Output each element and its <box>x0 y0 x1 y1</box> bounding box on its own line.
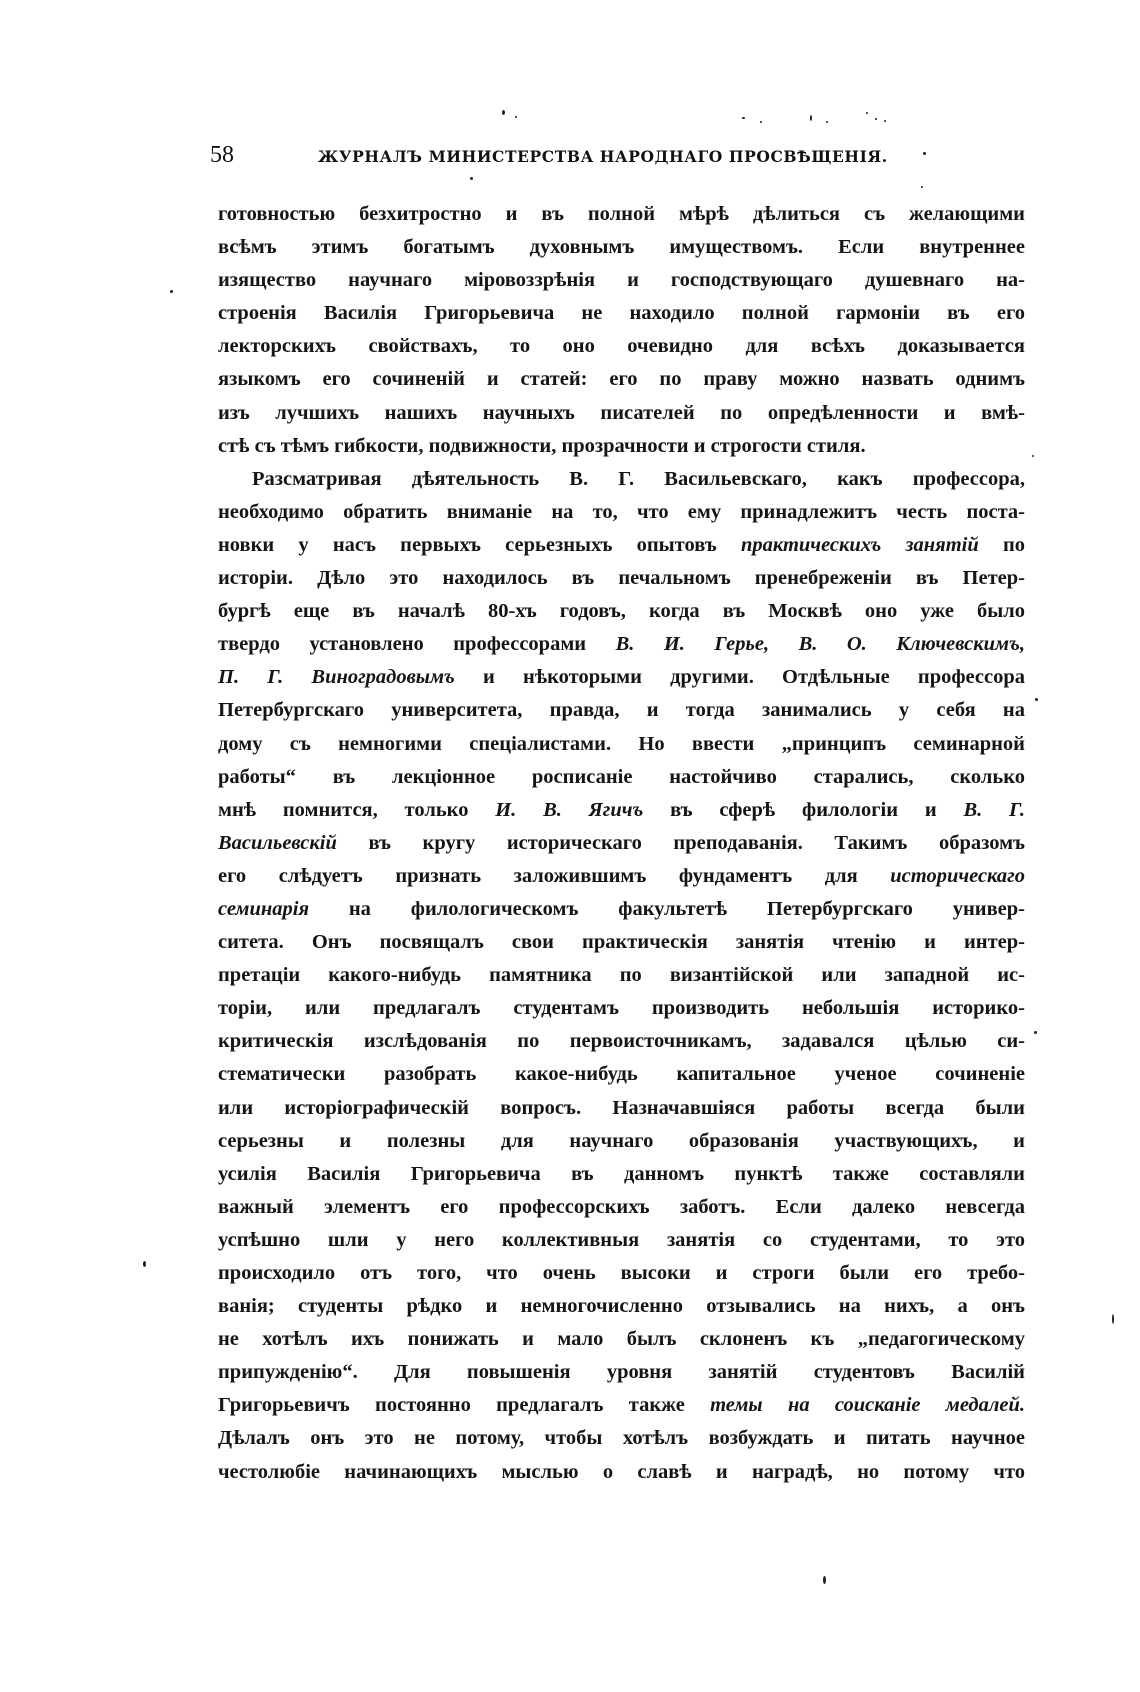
text-segment: торіи, или предлагалъ студентамъ производить небольшія историко- <box>218 997 1025 1020</box>
text-line <box>218 1290 1025 1323</box>
running-title: ЖУРНАЛЪ МИНИСТЕРСТВА НАРОДНАГО ПРОСВѢЩЕНІЯ. <box>318 147 888 166</box>
italic-text: темы на соисканіе медалей. <box>710 1394 1025 1417</box>
text-line <box>218 794 1025 827</box>
text-line <box>218 198 1025 231</box>
text-segment: лекторскихъ свойствахъ, то оно очевидно для всѣхъ доказывается <box>218 335 1025 358</box>
page-header <box>210 140 1022 172</box>
text-line <box>218 363 1025 396</box>
text-line <box>218 1257 1025 1290</box>
text-line <box>218 397 1025 430</box>
body-text <box>218 198 1025 1489</box>
text-line <box>218 496 1025 529</box>
text-segment: ситета. Онъ посвящалъ свои практическія занятія чтенію и интер- <box>218 931 1025 954</box>
text-segment: стематически разобрать какое-нибудь капитальное ученое сочиненіе <box>218 1063 1025 1086</box>
italic-text: Васильевскій <box>218 831 337 854</box>
text-segment: или исторіографическій вопросъ. Назначавшіяся работы всегда были <box>218 1096 1025 1119</box>
text-line <box>218 1224 1025 1257</box>
text-line <box>218 430 1025 463</box>
text-line <box>218 1058 1025 1091</box>
text-segment: на филологическомъ факультетѣ Петербургскаго универ- <box>309 897 1025 920</box>
text-line <box>218 297 1025 330</box>
text-segment: честолюбіе начинающихъ мыслью о славѣ и наградѣ, но потому что <box>218 1460 1025 1483</box>
text-line <box>218 1389 1025 1422</box>
text-segment: по <box>978 533 1025 556</box>
italic-text: историческаго <box>890 864 1025 887</box>
text-segment: его слѣдуетъ признать заложившимъ фундаментъ для <box>218 864 891 887</box>
text-segment: Петербургскаго университета, правда, и тогда занимались у себя на <box>218 699 1025 722</box>
text-line <box>218 562 1025 595</box>
text-segment: Разсматривая дѣятельность В. Г. Васильевскаго, какъ профессора, <box>252 467 1025 490</box>
text-segment: Дѣлалъ онъ это не потому, чтобы хотѣлъ возбуждать и питать научное <box>218 1427 1025 1450</box>
text-segment: ванія; студенты рѣдко и немногочисленно отзывались на нихъ, а онъ <box>218 1295 1025 1318</box>
text-line <box>218 728 1025 761</box>
text-line <box>218 1125 1025 1158</box>
italic-text: В. И. Герье, В. О. Ключевскимъ, <box>615 633 1025 656</box>
text-segment: дому съ немногими спеціалистами. Но ввести „принципъ семинарной <box>218 732 1025 755</box>
text-segment: изящество научнаго міровоззрѣнія и господствующаго душевнаго на- <box>218 269 1025 292</box>
text-line <box>218 628 1025 661</box>
text-segment: припужденію“. Для повышенія уровня занятій студентовъ Василій <box>218 1361 1025 1384</box>
text-line <box>218 1025 1025 1058</box>
text-segment: и нѣкоторыми другими. Отдѣльные профессора <box>454 666 1025 689</box>
text-line <box>218 1356 1025 1389</box>
text-segment: языкомъ его сочиненій и статей: его по праву можно назвать однимъ <box>218 368 1025 391</box>
text-line <box>218 264 1025 297</box>
text-line <box>218 1456 1025 1489</box>
text-segment: исторіи. Дѣло это находилось въ печальномъ пренебреженіи въ Петер- <box>218 567 1025 590</box>
text-line <box>218 926 1025 959</box>
text-line <box>218 1092 1025 1125</box>
text-line <box>218 893 1025 926</box>
text-line <box>218 529 1025 562</box>
italic-text: П. Г. Виноградовымъ <box>218 666 455 689</box>
text-segment: изъ лучшихъ нашихъ научныхъ писателей по опредѣленности и вмѣ- <box>218 401 1025 424</box>
text-segment: мнѣ помнится, только <box>218 798 496 821</box>
text-line <box>218 661 1025 694</box>
page-number: 58 <box>210 142 234 168</box>
italic-text: семинарія <box>218 897 309 920</box>
text-segment: бургѣ еще въ началѣ 80-хъ годовъ, когда въ Москвѣ оно уже было <box>218 600 1025 623</box>
text-line <box>218 231 1025 264</box>
text-line <box>218 827 1025 860</box>
text-segment: строенія Василія Григорьевича не находило полной гармоніи въ его <box>218 302 1025 325</box>
text-line <box>218 860 1025 893</box>
text-segment: необходимо обратить вниманіе на то, что ему принадлежитъ честь поста- <box>218 500 1025 523</box>
text-segment: Григорьевичъ постоянно предлагалъ также <box>218 1394 711 1417</box>
text-line <box>218 1422 1025 1455</box>
text-segment: твердо установлено профессорами <box>218 633 616 656</box>
text-segment: работы“ въ лекціонное росписаніе настойчиво старались, сколько <box>218 765 1025 788</box>
text-line <box>218 761 1025 794</box>
text-segment: претаціи какого-нибудь памятника по византійской или западной ис- <box>218 964 1025 987</box>
text-line <box>218 1191 1025 1224</box>
italic-text: И. В. Ягичъ <box>495 798 644 821</box>
text-segment: всѣмъ этимъ богатымъ духовнымъ имуществомъ. Если внутреннее <box>218 236 1025 259</box>
text-segment: въ сферѣ филологіи и <box>643 798 964 821</box>
text-segment: успѣшно шли у него коллективныя занятія со студентами, то это <box>218 1228 1025 1251</box>
text-line <box>218 330 1025 363</box>
text-segment: критическія изслѣдованія по первоисточникамъ, задавался цѣлью си- <box>218 1030 1025 1053</box>
text-line <box>218 595 1025 628</box>
text-line <box>218 694 1025 727</box>
text-segment: серьезны и полезны для научнаго образованія участвующихъ, и <box>218 1129 1025 1152</box>
text-segment: готовностью безхитростно и въ полной мѣрѣ дѣлиться съ желающими <box>218 203 1025 225</box>
text-line <box>218 959 1025 992</box>
text-segment: стѣ съ тѣмъ гибкости, подвижности, прозрачности и строгости стиля. <box>218 434 866 457</box>
italic-text: В. Г. <box>963 798 1025 821</box>
text-line <box>218 1323 1025 1356</box>
text-segment: происходило отъ того, что очень высоки и строги были его требо- <box>218 1262 1025 1284</box>
text-line <box>218 992 1025 1025</box>
italic-text: практическихъ занятій <box>740 533 979 556</box>
text-line <box>218 463 1025 496</box>
text-segment: въ кругу историческаго преподаванія. Такимъ образомъ <box>336 831 1025 854</box>
text-line <box>218 1158 1025 1191</box>
text-segment: не хотѣлъ ихъ понижать и мало былъ склоненъ къ „педагогическому <box>218 1328 1025 1351</box>
text-segment: усилія Василія Григорьевича въ данномъ пунктѣ также составляли <box>218 1162 1025 1185</box>
text-segment: важный элементъ его профессорскихъ заботъ. Если далеко невсегда <box>218 1195 1025 1218</box>
text-segment: новки у насъ первыхъ серьезныхъ опытовъ <box>218 533 741 556</box>
